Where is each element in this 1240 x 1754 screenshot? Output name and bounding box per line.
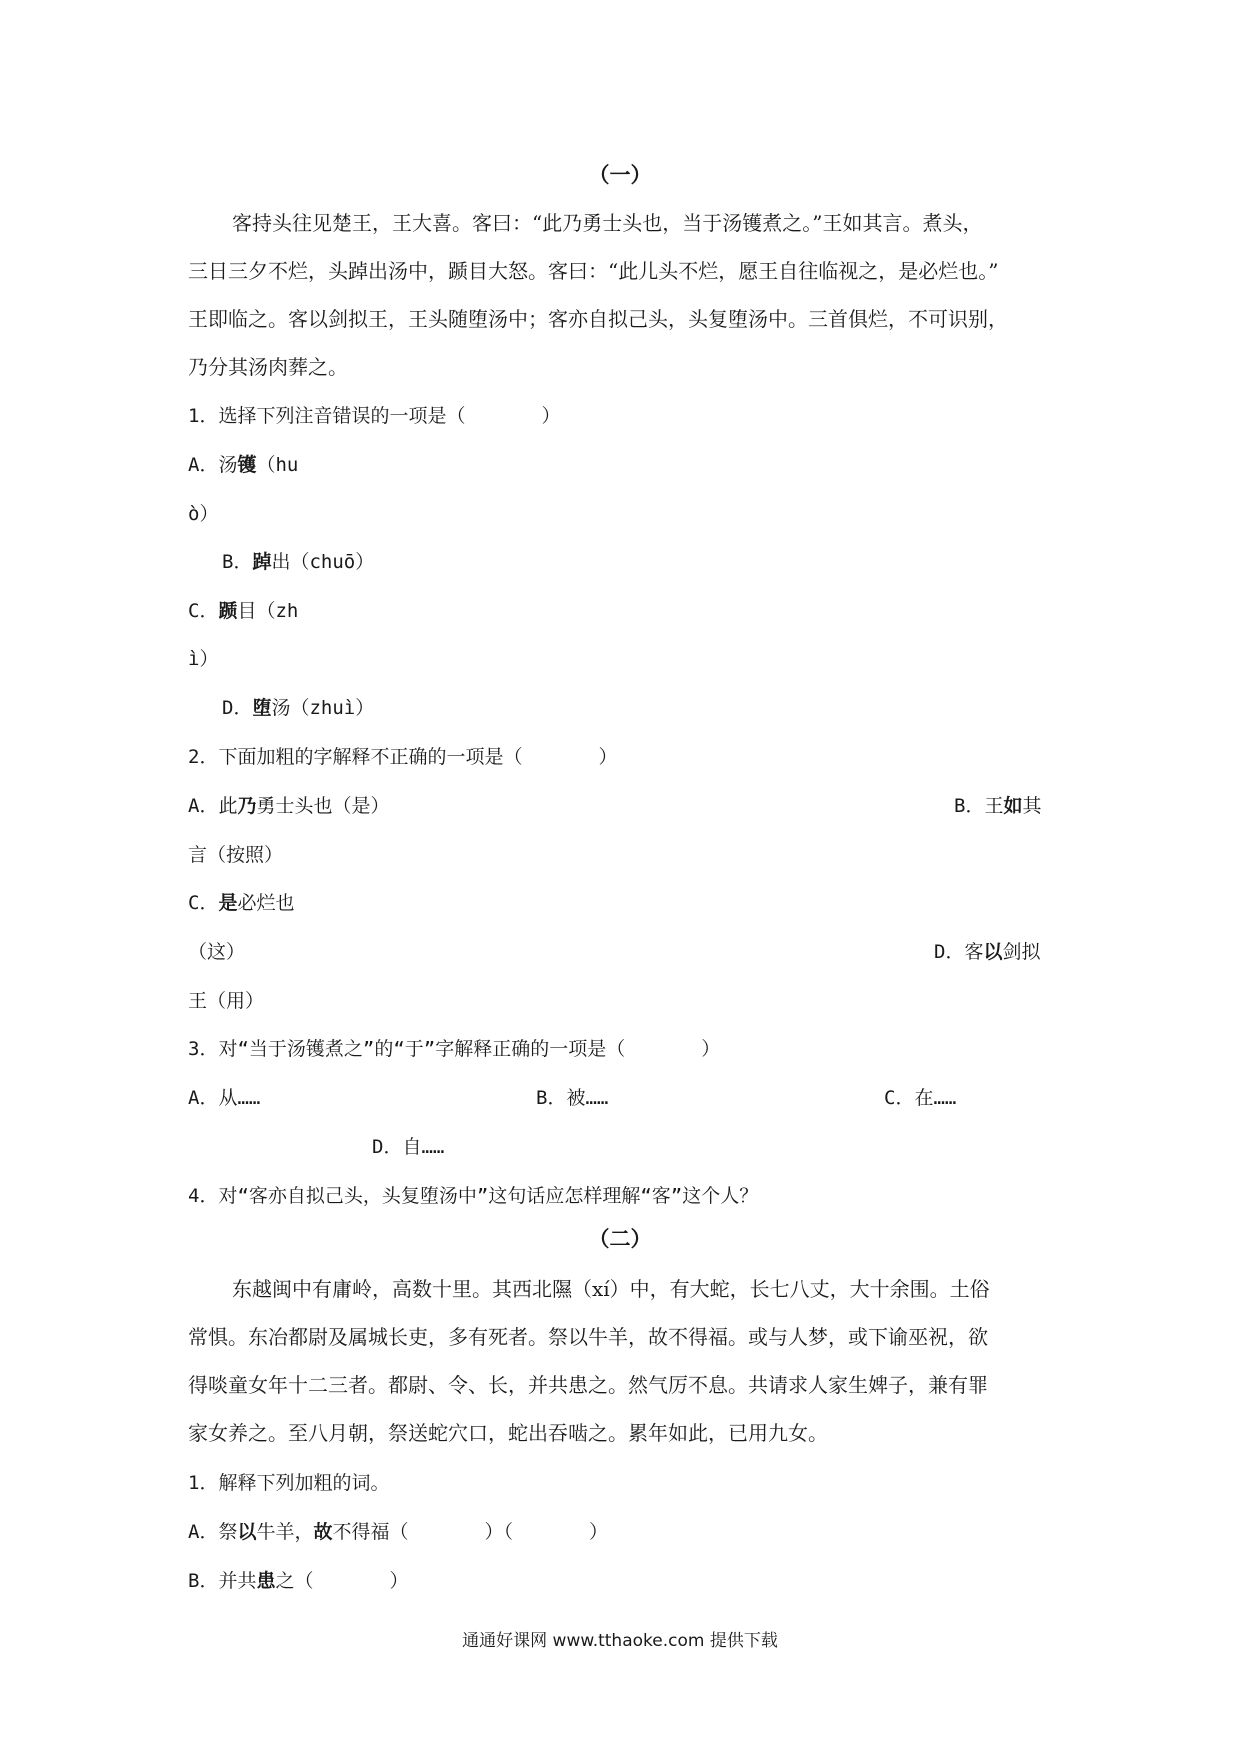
q2-a-bold: 乃 xyxy=(237,795,257,817)
q1-c-pre: C． xyxy=(188,600,219,622)
s2-q1-b-bold: 患 xyxy=(256,1570,276,1592)
s2-q1-a-pre: A．祭 xyxy=(188,1521,238,1543)
q2-option-c xyxy=(188,890,294,916)
q2-b-pre: B．王 xyxy=(954,795,1004,817)
q2-a-pre: A．此 xyxy=(188,795,238,817)
q2-option-c-cont: （这） xyxy=(188,941,246,963)
q3-option-b: B．被…… xyxy=(536,1087,609,1109)
q1-b-bold: 踔 xyxy=(252,551,272,573)
q2-c-bold: 是 xyxy=(218,892,238,914)
s2-q1-a-bold-2: 故 xyxy=(313,1521,333,1543)
q2-option-b-cont: 言（按照） xyxy=(188,844,284,866)
q1-d-pre: D． xyxy=(222,697,253,719)
passage-2-line-2: 常惧。东冶都尉及属城长吏，多有死者。祭以牛羊，故不得福。或与人梦，或下谕巫祝，欲 xyxy=(188,1325,988,1349)
q2-c-pre: C． xyxy=(188,892,219,914)
q1-a-bold: 镬 xyxy=(237,454,257,476)
s2-q1-b-pre: B．并共 xyxy=(188,1570,257,1592)
q2-c-post: 必烂也 xyxy=(237,892,295,914)
page-footer: 通通好课网 www.tthaoke.com 提供下载 xyxy=(462,1631,778,1651)
q1-a-pre: A．汤 xyxy=(188,454,238,476)
q3-stem: 3．对“当于汤镬煮之”的“于”字解释正确的一项是（ ） xyxy=(188,1038,721,1060)
q3-option-c: C．在…… xyxy=(884,1087,957,1109)
q1-d-bold: 堕 xyxy=(252,697,272,719)
passage-2-line-3: 得啖童女年十二三者。都尉、令、长，并共患之。然气厉不息。共请求人家生婢子，兼有罪 xyxy=(188,1373,988,1397)
q2-b-bold: 如 xyxy=(1003,795,1023,817)
q2-option-b xyxy=(954,793,1041,819)
q1-option-a-cont: ò） xyxy=(188,503,219,525)
passage-2-line-4: 家女养之。至八月朝，祭送蛇穴口，蛇出吞啮之。累年如此，已用九女。 xyxy=(188,1421,828,1445)
q1-c-bold: 踬 xyxy=(218,600,238,622)
q2-b-post: 其 xyxy=(1022,795,1042,817)
q2-d-post: 剑拟 xyxy=(1002,941,1041,963)
q1-d-post: 汤（zhuì） xyxy=(271,697,375,719)
passage-2-line-1: 东越闽中有庸岭，高数十里。其西北隰（xí）中，有大蛇，长七八丈，大十余围。土俗 xyxy=(232,1277,990,1301)
q2-d-bold: 以 xyxy=(983,941,1003,963)
q4-stem: 4．对“客亦自拟己头，头复堕汤中”这句话应怎样理解“客”这个人？ xyxy=(188,1185,759,1207)
q1-a-post: （hu xyxy=(256,454,299,476)
section-title-1: （一） xyxy=(588,162,652,187)
passage-1-line-3: 王即临之。客以剑拟王，王头随堕汤中；客亦自拟己头，头复堕汤中。三首俱烂，不可识别， xyxy=(188,307,1008,331)
q2-option-d-cont: 王（用） xyxy=(188,990,265,1012)
q1-option-b xyxy=(222,549,374,575)
q2-option-d xyxy=(934,939,1040,965)
q2-d-pre: D．客 xyxy=(934,941,984,963)
q2-option-a xyxy=(188,793,389,819)
q1-option-c-cont: ì） xyxy=(188,648,219,670)
s2-q1-stem: 1．解释下列加粗的词。 xyxy=(188,1472,390,1494)
passage-1-line-2: 三日三夕不烂，头踔出汤中，踬目大怒。客曰：“此儿头不烂，愿王自往临视之，是必烂也。” xyxy=(188,259,999,283)
s2-q1-a-mid: 牛羊， xyxy=(256,1521,314,1543)
q3-option-d: D．自…… xyxy=(372,1136,445,1158)
q1-option-a xyxy=(188,452,298,478)
q1-b-post: 出（chuō） xyxy=(271,551,375,573)
q1-c-post: 目（zh xyxy=(237,600,299,622)
q3-option-a: A．从…… xyxy=(188,1087,261,1109)
q1-stem: 1．选择下列注音错误的一项是（ ） xyxy=(188,405,561,427)
q1-option-c xyxy=(188,598,298,624)
q2-a-post: 勇士头也（是） xyxy=(256,795,390,817)
q1-option-d xyxy=(222,695,374,721)
s2-q1-a-post: 不得福（ ）（ ） xyxy=(332,1521,609,1543)
passage-1-line-4: 乃分其汤肉葬之。 xyxy=(188,355,348,379)
section-title-2: （二） xyxy=(588,1226,652,1251)
q2-stem: 2．下面加粗的字解释不正确的一项是（ ） xyxy=(188,746,618,768)
q1-b-pre: B． xyxy=(222,551,253,573)
passage-1-line-1: 客持头往见楚王，王大喜。客曰：“此乃勇士头也，当于汤镬煮之。”王如其言。煮头， xyxy=(232,211,983,235)
s2-q1-option-a xyxy=(188,1519,608,1545)
s2-q1-option-b xyxy=(188,1568,408,1594)
s2-q1-b-post: 之（ ） xyxy=(275,1570,409,1592)
s2-q1-a-bold-1: 以 xyxy=(237,1521,257,1543)
